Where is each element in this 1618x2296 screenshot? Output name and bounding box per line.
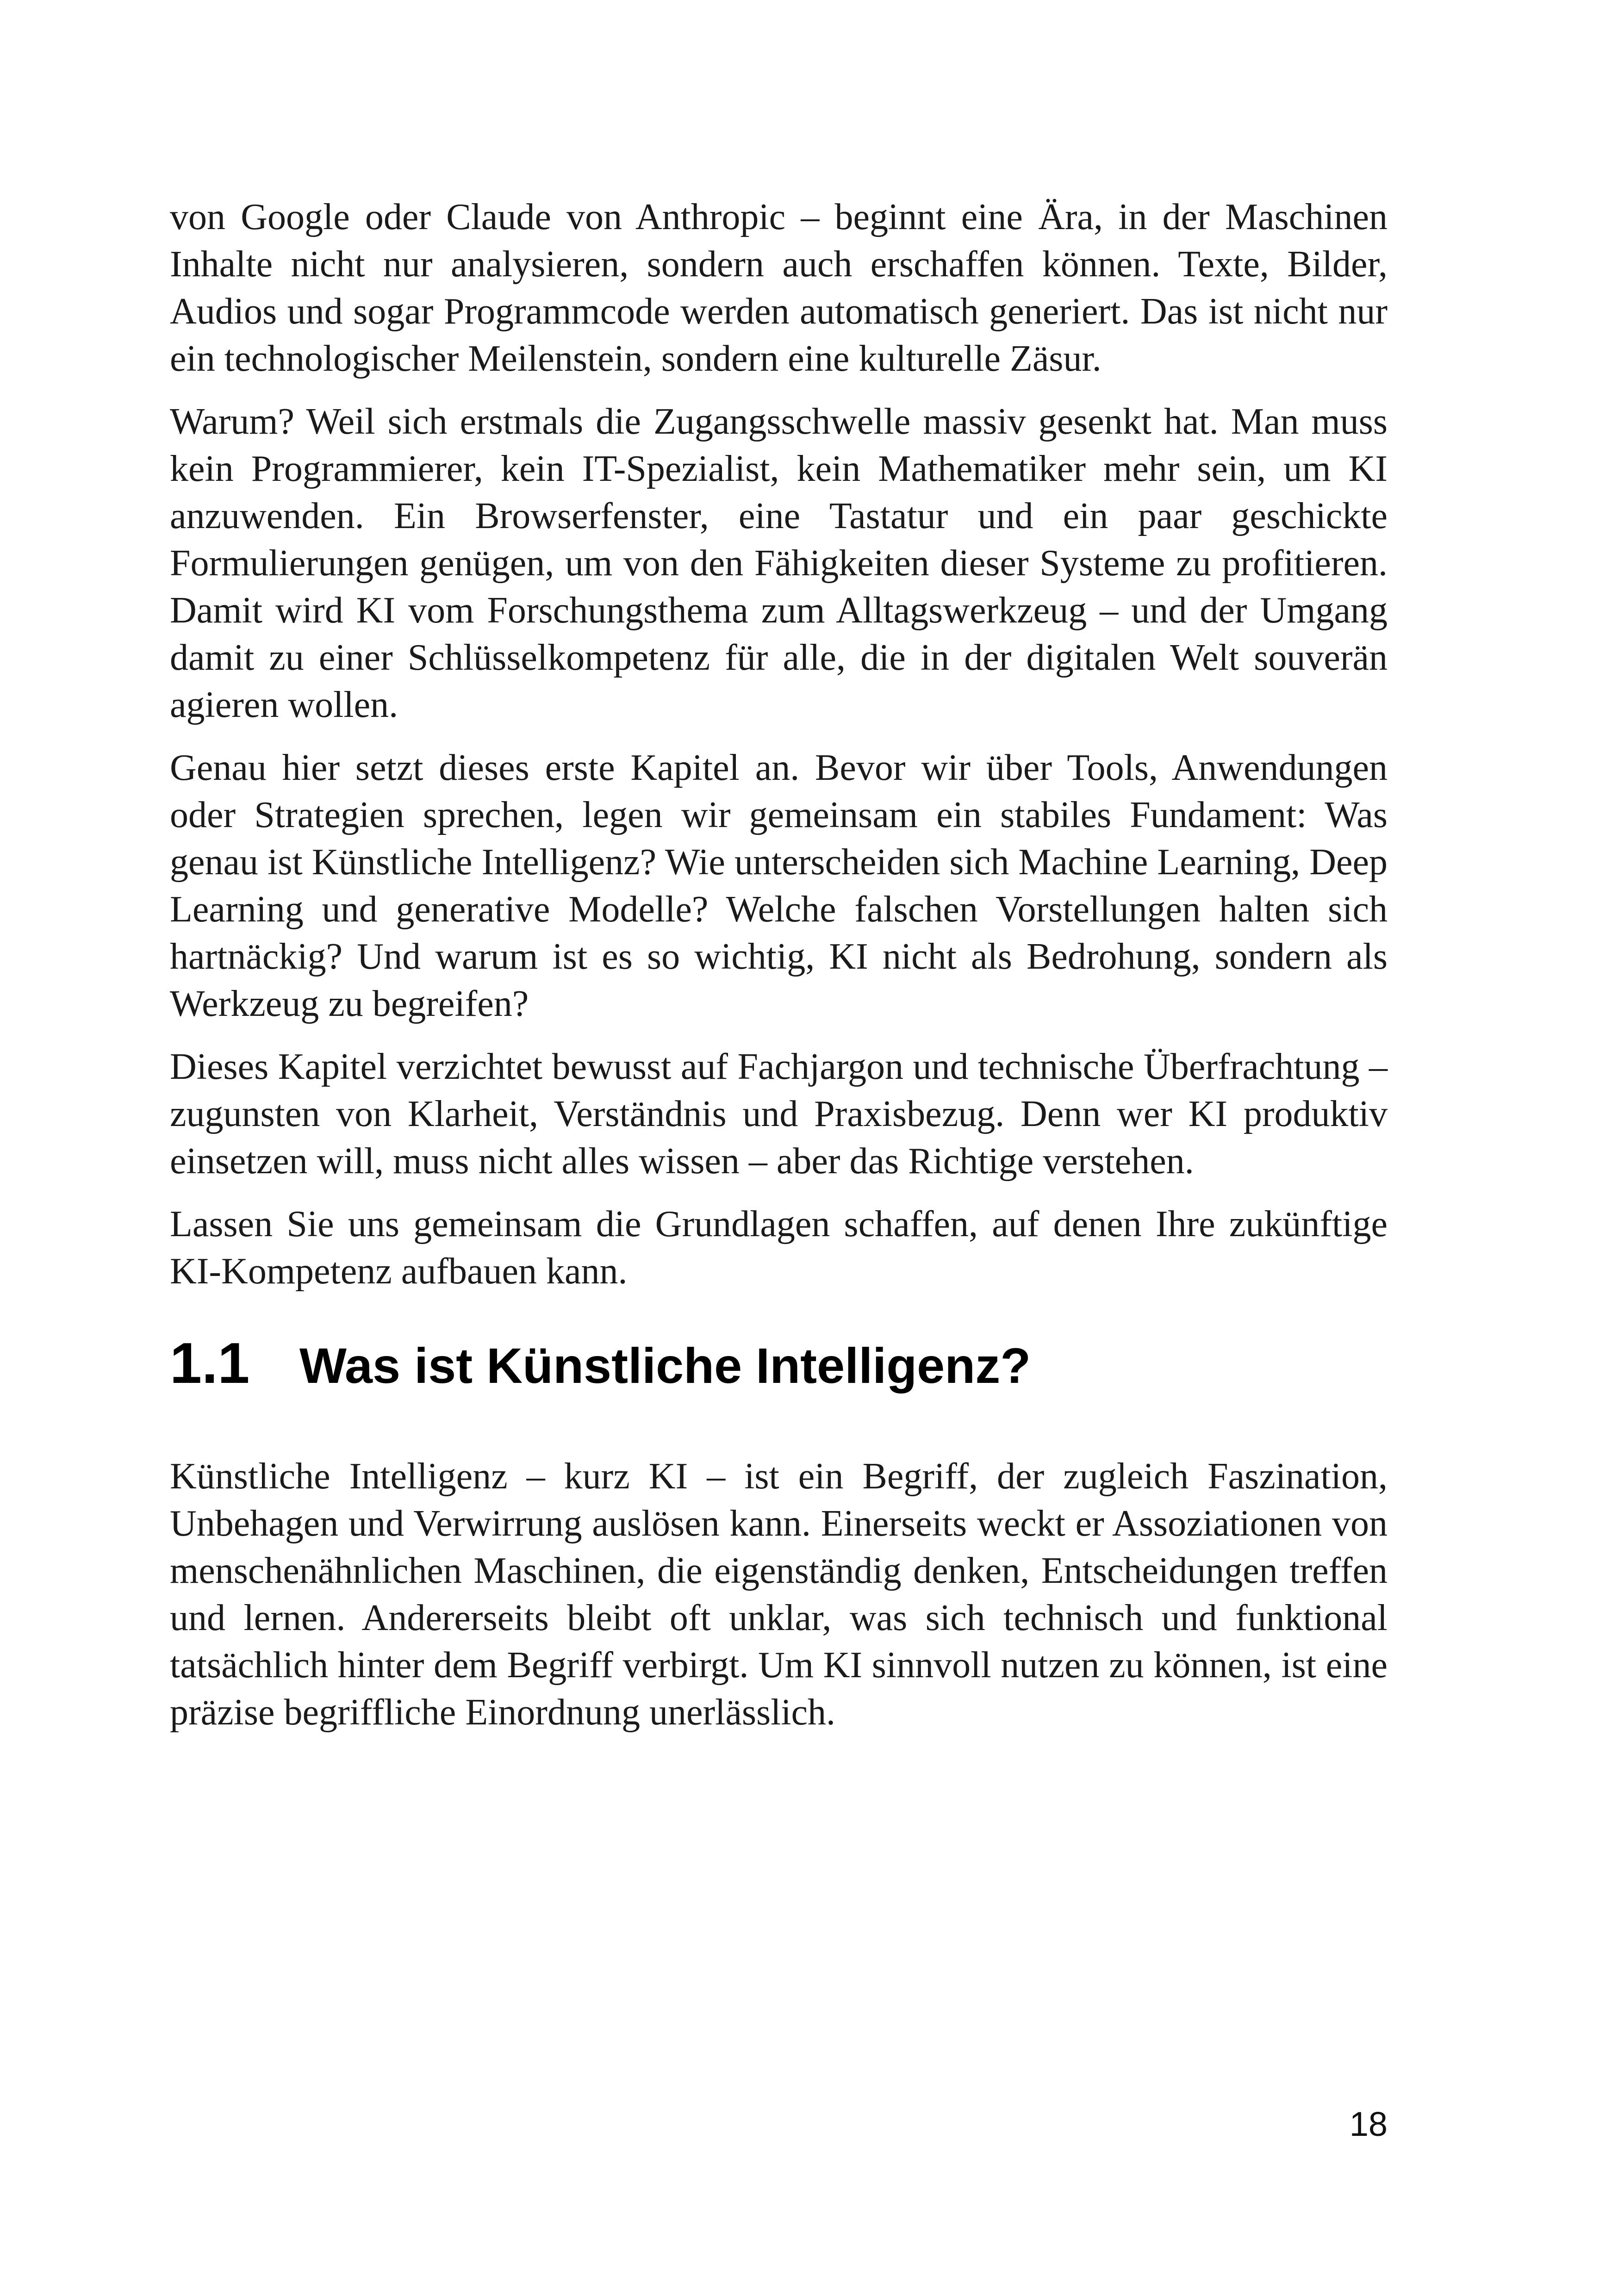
section-number: 1.1 [170, 1332, 250, 1395]
paragraph: Genau hier setzt dieses erste Kapitel an. Bevor wir über Tools, Anwendungen oder Strategien sprechen, legen wir gemeinsam ein stabiles Fundament: Was genau ist Künstliche Intelligenz? Wie unterscheiden sich Machine Learning, Deep Learning und generative Modelle? Welche falschen Vorstellungen halten sich hartnäckig? Und warum ist es so wichtig, KI nicht als Bedrohung, sondern als Werkzeug zu begreifen? [170, 747, 1388, 1024]
section-heading [170, 1331, 1388, 1398]
page-number: 18 [1349, 2105, 1388, 2143]
paragraph: von Google oder Claude von Anthropic – beginnt eine Ära, in der Maschinen Inhalte nicht nur analysieren, sondern auch erschaffen können. Texte, Bilder, Audios und sogar Programmcode werden automatisch generiert. Das ist nicht nur ein technologischer Meilenstein, sondern eine kulturelle Zäsur. [170, 197, 1388, 379]
paragraph: Warum? Weil sich erstmals die Zugangsschwelle massiv gesenkt hat. Man muss kein Programmierer, kein IT-Spezialist, kein Mathematiker mehr sein, um KI anzuwenden. Ein Browserfenster, eine Tastatur und ein paar geschickte Formulierungen genügen, um von den Fähigkeiten dieser Systeme zu profitieren. Damit wird KI vom Forschungsthema zum Alltagswerkzeug – und der Umgang damit zu einer Schlüsselkompetenz für alle, die in der digitalen Welt souverän agieren wollen. [170, 401, 1388, 725]
paragraph: Lassen Sie uns gemeinsam die Grundlagen schaffen, auf denen Ihre zukünftige KI-Kompetenz aufbauen kann. [170, 1204, 1388, 1292]
page-content [170, 193, 1388, 1752]
paragraph: Künstliche Intelligenz – kurz KI – ist ein Begriff, der zugleich Faszination, Unbehagen und Verwirrung auslösen kann. Einerseits weckt er Assoziationen von menschenähnlichen Maschinen, die eigenständig denken, Entscheidungen treffen und lernen. Andererseits bleibt oft unklar, was sich technisch und funktional tatsächlich hinter dem Begriff verbirgt. Um KI sinnvoll nutzen zu können, ist eine präzise begriffliche Einordnung unerlässlich. [170, 1456, 1388, 1733]
section-title: Was ist Künstliche Intelligenz? [299, 1338, 1031, 1394]
paragraph: Dieses Kapitel verzichtet bewusst auf Fachjargon und technische Überfrachtung – zugunsten von Klarheit, Verständnis und Praxisbezug. Denn wer KI produktiv einsetzen will, muss nicht alles wissen – aber das Richtige verstehen. [170, 1046, 1388, 1182]
